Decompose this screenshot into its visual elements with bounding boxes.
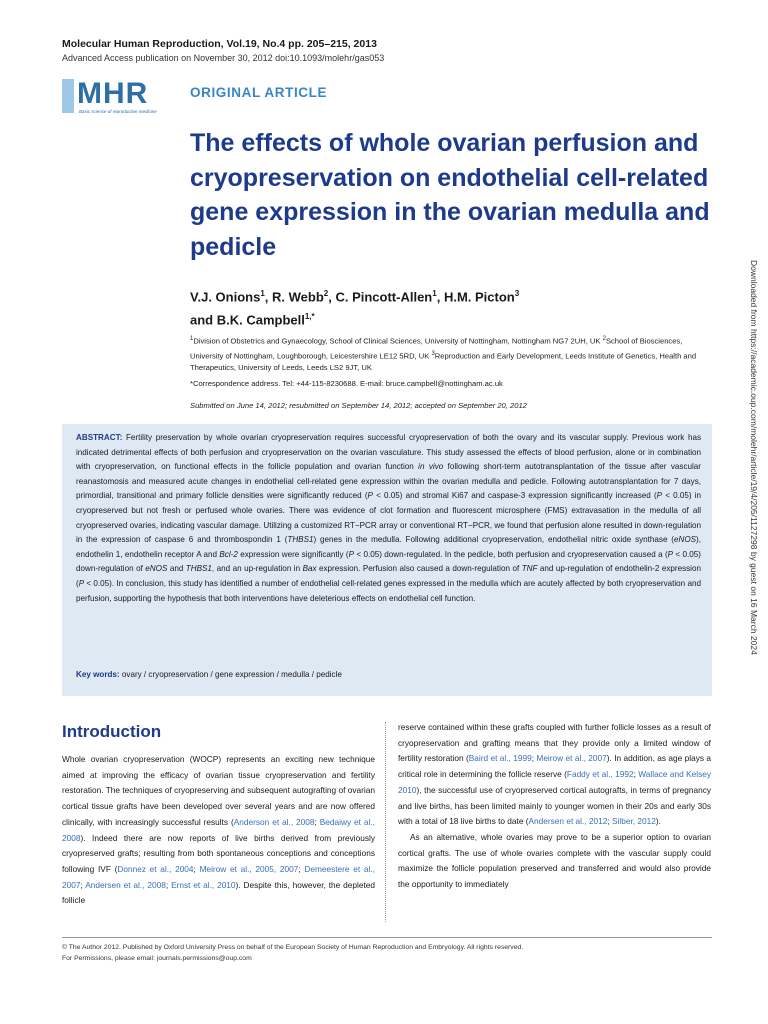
download-side-note: Downloaded from https://academic.oup.com/molehr/article/19/4/205/1127298 by guest on 16 March 2024: [749, 260, 759, 655]
journal-logo-tagline: Basic science of reproductive medicine: [79, 109, 157, 114]
author-name: H.M. Picton: [443, 289, 515, 305]
correspondence-address: *Correspondence address. Tel: +44-115-8230688. E-mail: bruce.campbell@nottingham.ac.uk: [190, 379, 503, 388]
citation-link[interactable]: Meirow et al., 2005, 2007: [199, 863, 299, 874]
body-column-left: [62, 752, 375, 909]
affiliations: $^1$Division of Obstetrics and Gynaecology, School of Clinical Sciences, University of Nottingham, Nottingham NG7 2UH, UK $^2$School of Biosciences, University of Nottingham, Loughborough, Leicestershire LE12 5RD, UK $^3$Reproduction and Early Development, Leeds Institute of Genetics, Health and Therapeutics, University of Leeds, Leeds LS2 9JT, UK: [190, 336, 697, 373]
citation-link[interactable]: Bedaiwy et al., 2008: [62, 816, 375, 843]
submission-dates: Submitted on June 14, 2012; resubmitted on September 14, 2012; accepted on September 20, 2012: [190, 401, 527, 410]
journal-citation: Molecular Human Reproduction, Vol.19, No.4 pp. 205–215, 2013: [62, 38, 377, 50]
author-name: C. Pincott-Allen: [335, 289, 433, 305]
paragraph: reserve contained within these grafts coupled with further follicle losses as a result of cryopreservation and grafting means that they provide only a limited window of fertility restoration (Baird et al., 1999; Meirow et al., 2007). In addition, as age plays a critical role in determining the follicle reserve (Faddy et al., 1992; Wallace and Kelsey 2010), the successful use of cryopreserved cortical autografts, in terms of pregnancy and live births, has been limited mainly to younger women in their 20s and early 30s with a total of 18 live births to date (Andersen et al., 2012; Silber, 2012).: [398, 722, 712, 827]
keywords: Key words: ovary / cryopreservation / gene expression / medulla / pedicle: [76, 670, 342, 679]
citation-link[interactable]: Meirow et al., 2007: [536, 753, 607, 764]
paragraph: Whole ovarian cryopreservation (WOCP) represents an exciting new technique aimed at improving the efficacy of ovarian tissue cryopreservation and fertility restoration. The techniques of cryopreserving and subsequent autografting of ovarian cortical tissue grafts have been developed over several years and are now offered clinically, with increasingly successful results (Anderson et al., 2008; Bedaiwy et al., 2008). Indeed there are now reports of live births derived from previously cryopreserved grafts; resulting from both spontaneous conceptions and conceptions following IVF (Donnez et al., 2004; Meirow et al., 2005, 2007; Demeestere et al., 2007; Andersen et al., 2008; Ernst et al., 2010). Despite this, however, the depleted follicle: [62, 754, 375, 906]
citation-link[interactable]: Wallace and Kelsey 2010: [398, 769, 711, 795]
citation-link[interactable]: Anderson et al., 2008: [233, 816, 315, 827]
citation-link[interactable]: Andersen et al., 2008: [85, 879, 166, 890]
citation-link[interactable]: Silber, 2012: [612, 816, 656, 827]
journal-logo: MHR: [77, 77, 149, 110]
author-name: V.J. Onions: [190, 289, 261, 305]
citation-link[interactable]: Baird et al., 1999: [468, 753, 532, 764]
author-name: B.K. Campbell: [216, 312, 305, 328]
citation-link[interactable]: Ernst et al., 2010: [171, 879, 236, 890]
copyright-line: © The Author 2012. Published by Oxford University Press on behalf of the European Society of Human Reproduction and Embryology. All rights reserved.: [62, 944, 524, 951]
advance-access-line: Advanced Access publication on November 30, 2012 doi:10.1093/molehr/gas053: [62, 53, 385, 63]
column-divider: [385, 722, 386, 922]
author-name: R. Webb: [272, 289, 324, 305]
citation-link[interactable]: Demeestere et al., 2007: [62, 863, 375, 890]
abstract: ABSTRACT: Fertility preservation by whole ovarian cryopreservation requires successful cryopreservation of both the ovary and its vascular supply. Previous work has indicated detrimental effects of both perfusion and cryopreservation on the ovarian vasculature. This study assessed the effects of blood perfusion, alone or in combination with cryopreservation, on functional effects in the follicle population and ovarian function in vivo following short-term autotransplantation of the tissue after vascular reanastomosis and measured acute changes in endothelial cell-related gene expression within the ovarian medulla and pedicle. Following autotransplantation for 7 days, primordial, transitional and primary follicle densities were significantly reduced (P < 0.05) and stromal Ki67 and caspase-3 expression significantly increased (P < 0.05) in cryopreserved but not fresh or perfused whole ovaries. There was evidence of clot formation and fluorescent microsphere (FMS) extravasation in the medulla of all cryopreserved ovaries, indicating vascular damage. Utilizing a customized RT−PCR array or conventional RT−PCR, we found that perfusion alone resulted in down-regulation in the expression of caspase 6 and thrombospondin 1 (THBS1) genes in the medulla. Following additional cryopreservation, endothelial nitric oxide synthase (eNOS), endothelin 1, endothelin receptor A and Bcl-2 expression were significantly (P < 0.05) down-regulated. In the pedicle, both perfusion and cryopreservation caused a (P < 0.05) down-regulation of eNOS and THBS1, and an up-regulation in Bax expression. Perfusion also caused a down-regulation of TNF and up-regulation of endothelin-2 expression (P < 0.05). In conclusion, this study has identified a number of endothelial cell-related genes expressed in the medulla which are acutely affected by both cryopreservation and perfusion, supporting the hypothesis that both interventions have deleterious effects on endothelial cell function.: [76, 433, 701, 603]
copyright-footer: [62, 943, 712, 964]
section-label: ORIGINAL ARTICLE: [190, 85, 328, 100]
footer-rule: [62, 937, 712, 938]
author-list: V.J. Onions$^1$, R. Webb$^2$, C. Pincott-Allen$^1$, H.M. Picton$^3$ and B.K. Campbell$^{1,*}$: [190, 289, 520, 328]
citation-link[interactable]: Faddy et al., 1992: [566, 769, 634, 780]
citation-link[interactable]: Andersen et al., 2012: [528, 816, 608, 827]
body-column-right: [398, 720, 711, 893]
paragraph: As an alternative, whole ovaries may prove to be a superior option to ovarian cortical grafts. The use of whole ovaries complete with the vascular supply could maximize the follicle population preserved and transferred and would also provide the opportunity to immediately: [398, 831, 711, 890]
citation-link[interactable]: Donnez et al., 2004: [117, 863, 194, 874]
introduction-heading: Introduction: [62, 722, 162, 741]
keywords-label: Key words:: [76, 670, 120, 679]
permissions-line: For Permissions, please email: journals.permissions@oup.com: [62, 954, 252, 962]
abstract-label: ABSTRACT:: [76, 433, 123, 442]
logo-bar: [62, 79, 74, 113]
article-title: The effects of whole ovarian perfusion and cryopreservation on endothelial cell-related gene expression in the ovarian medulla and pedicle: [190, 129, 710, 261]
